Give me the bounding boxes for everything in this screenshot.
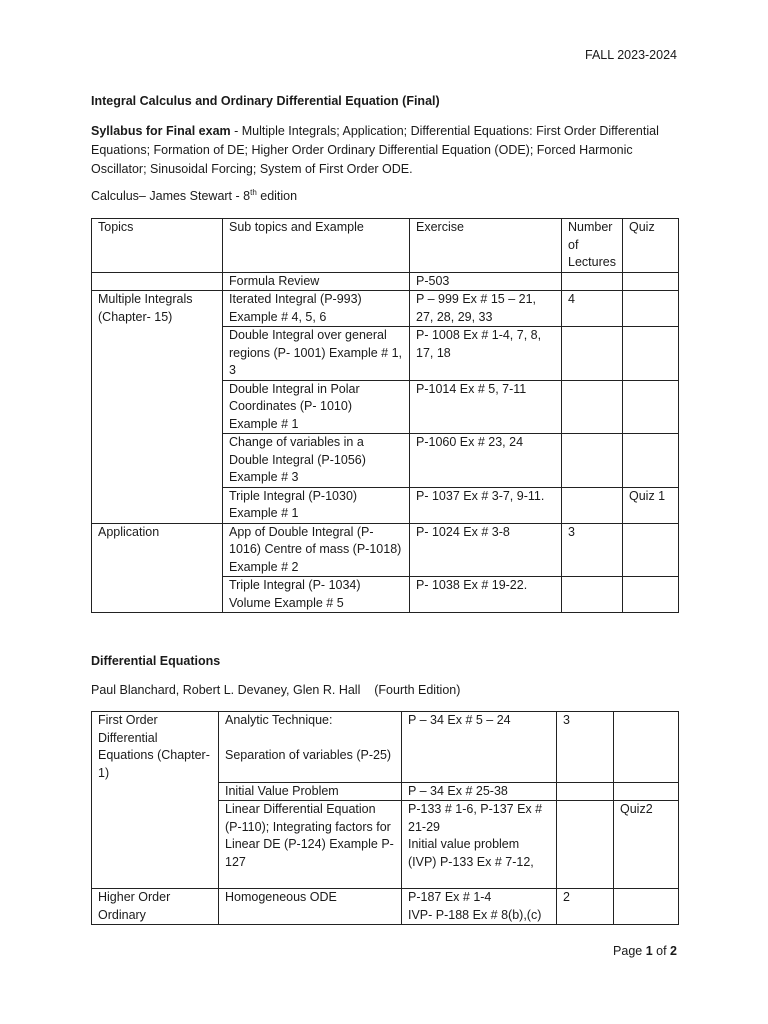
cell-topic: Application <box>92 523 223 577</box>
header-exercise: Exercise <box>410 219 562 273</box>
cell-topic <box>92 782 219 801</box>
section-heading: Differential Equations <box>91 654 221 668</box>
cell-quiz: Quiz 1 <box>623 487 679 523</box>
cell-subtopic: Initial Value Problem <box>219 782 402 801</box>
cell-subtopic: Triple Integral (P-1030) Example # 1 <box>223 487 410 523</box>
cell-quiz: Quiz2 <box>614 801 679 889</box>
cell-lectures <box>562 487 623 523</box>
cell-lectures: 4 <box>562 291 623 327</box>
cell-subtopic: Change of variables in a Double Integral (P-1056) Example # 3 <box>223 434 410 488</box>
cell-topic <box>92 380 223 434</box>
cell-subtopic: Analytic Technique: Separation of variables (P-25) <box>219 712 402 783</box>
table-row <box>92 327 679 381</box>
cell-subtopic: Iterated Integral (P-993) Example # 4, 5, 6 <box>223 291 410 327</box>
cell-topic <box>92 487 223 523</box>
cell-exercise: P-503 <box>410 272 562 291</box>
cell-exercise: P-187 Ex # 1-4 IVP- P-188 Ex # 8(b),(c) <box>402 889 557 925</box>
cell-lectures <box>557 782 614 801</box>
cell-quiz <box>623 380 679 434</box>
cell-topic: Multiple Integrals (Chapter- 15) <box>92 291 223 327</box>
cell-quiz <box>623 272 679 291</box>
header-quiz: Quiz <box>623 219 679 273</box>
table-row <box>92 889 679 925</box>
cell-topic: First Order Differential Equations (Chapter-1) <box>92 712 219 783</box>
table-header-row <box>92 219 679 273</box>
table-row <box>92 487 679 523</box>
page-prefix: Page <box>613 944 646 958</box>
cell-subtopic: Double Integral in Polar Coordinates (P- 1010) Example # 1 <box>223 380 410 434</box>
semester-label: FALL 2023-2024 <box>585 48 677 62</box>
cell-exercise: P – 999 Ex # 15 – 21, 27, 28, 29, 33 <box>410 291 562 327</box>
cell-quiz <box>614 889 679 925</box>
cell-subtopic: Formula Review <box>223 272 410 291</box>
cell-topic: Higher Order Ordinary <box>92 889 219 925</box>
table-row <box>92 801 679 889</box>
cell-lectures <box>562 327 623 381</box>
cell-lectures <box>557 801 614 889</box>
cell-lectures <box>562 380 623 434</box>
table-row <box>92 782 679 801</box>
edition-suffix: edition <box>256 189 298 203</box>
table-row <box>92 434 679 488</box>
syllabus-text: - Multiple Integrals; Application; Differential Equations: First Order Differential Equations; Formation of DE; Higher Order Ordinary Differential Equation (ODE); Forced Harmonic Oscillator; Sinusoidal Forcing; System of First Order ODE. <box>91 124 659 176</box>
cell-exercise: P – 34 Ex # 5 – 24 <box>402 712 557 783</box>
cell-topic <box>92 577 223 613</box>
cell-exercise: P- 1008 Ex # 1-4, 7, 8, 17, 18 <box>410 327 562 381</box>
cell-lectures: 2 <box>557 889 614 925</box>
cell-lectures <box>562 434 623 488</box>
cell-topic <box>92 801 219 889</box>
cell-exercise: P- 1024 Ex # 3-8 <box>410 523 562 577</box>
edition-ordinal: th <box>250 188 257 197</box>
cell-exercise: P – 34 Ex # 25-38 <box>402 782 557 801</box>
page-total: 2 <box>670 944 677 958</box>
textbook-reference <box>91 189 297 203</box>
table-row <box>92 523 679 577</box>
page-current: 1 <box>645 944 653 958</box>
cell-subtopic: Homogeneous ODE <box>219 889 402 925</box>
cell-subtopic: App of Double Integral (P-1016) Centre of mass (P-1018) Example # 2 <box>223 523 410 577</box>
cell-quiz <box>623 291 679 327</box>
syllabus-label: Syllabus for Final exam <box>91 124 231 138</box>
cell-quiz <box>623 327 679 381</box>
cell-exercise: P- 1037 Ex # 3-7, 9-11. <box>410 487 562 523</box>
syllabus-paragraph <box>91 122 691 179</box>
cell-exercise: P- 1038 Ex # 19-22. <box>410 577 562 613</box>
cell-quiz <box>623 577 679 613</box>
table-row <box>92 380 679 434</box>
textbook-reference-2: Paul Blanchard, Robert L. Devaney, Glen R. Hall (Fourth Edition) <box>91 683 461 697</box>
table-row <box>92 577 679 613</box>
table-row <box>92 712 679 783</box>
cell-subtopic: Triple Integral (P- 1034) Volume Example # 5 <box>223 577 410 613</box>
cell-lectures <box>562 272 623 291</box>
cell-topic <box>92 327 223 381</box>
cell-quiz <box>623 434 679 488</box>
cell-lectures <box>562 577 623 613</box>
cell-topic <box>92 434 223 488</box>
page-number <box>613 944 677 958</box>
header-lectures: Number of Lectures <box>562 219 623 273</box>
cell-quiz <box>623 523 679 577</box>
cell-exercise: P-133 # 1-6, P-137 Ex # 21-29 Initial value problem (IVP) P-133 Ex # 7-12, <box>402 801 557 889</box>
cell-subtopic: Linear Differential Equation (P-110); Integrating factors for Linear DE (P-124) Example P-127 <box>219 801 402 889</box>
cell-exercise: P-1060 Ex # 23, 24 <box>410 434 562 488</box>
course-title: Integral Calculus and Ordinary Differential Equation (Final) <box>91 94 440 108</box>
header-topics: Topics <box>92 219 223 273</box>
table-row <box>92 272 679 291</box>
cell-subtopic: Double Integral over general regions (P- 1001) Example # 1, 3 <box>223 327 410 381</box>
cell-lectures: 3 <box>557 712 614 783</box>
cell-quiz <box>614 712 679 783</box>
cell-topic <box>92 272 223 291</box>
cell-quiz <box>614 782 679 801</box>
page-mid: of <box>652 944 671 958</box>
calculus-schedule-table <box>91 218 679 613</box>
cell-lectures: 3 <box>562 523 623 577</box>
cell-exercise: P-1014 Ex # 5, 7-11 <box>410 380 562 434</box>
table-row <box>92 291 679 327</box>
textbook-title: Calculus– James Stewart - 8 <box>91 189 251 203</box>
ode-schedule-table <box>91 711 679 925</box>
header-subtopics: Sub topics and Example <box>223 219 410 273</box>
